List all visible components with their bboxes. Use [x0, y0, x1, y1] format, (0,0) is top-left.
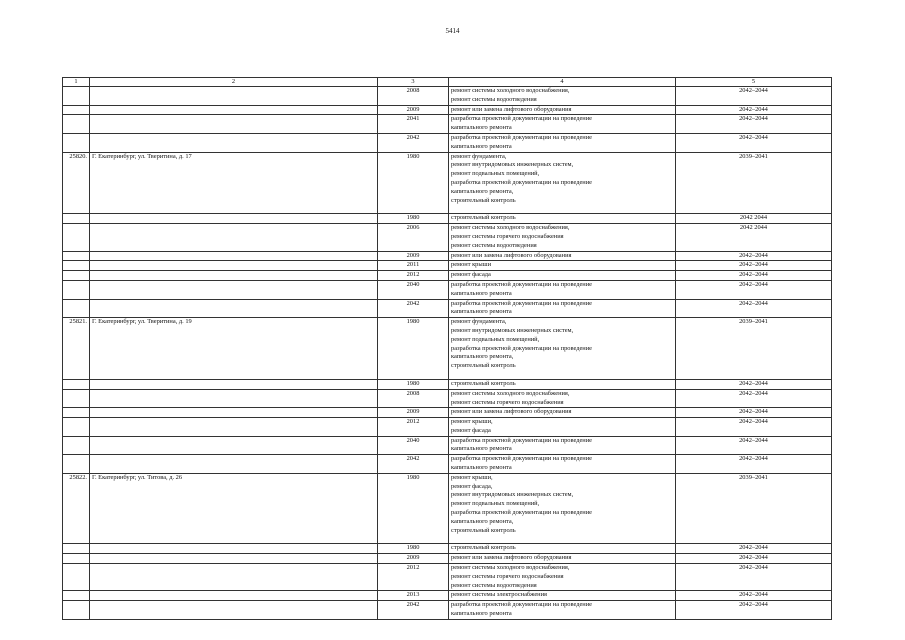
planned-period-cell: 2042 2044: [676, 224, 832, 251]
work-types-cell: ремонт крыши, ремонт фасада, ремонт внутридомовых инженерных систем, ремонт подвальных помещений, разработка проектной документации на проведение капитального ремонта, строительный контроль: [449, 473, 676, 544]
commissioning-year-cell: 2042: [378, 299, 449, 318]
building-number-cell: [63, 418, 90, 437]
work-types-cell: разработка проектной документации на проведение капитального ремонта: [449, 436, 676, 455]
planned-period-cell: 2039–2041: [676, 318, 832, 380]
building-address-cell: [90, 455, 378, 474]
commissioning-year-cell: 1980: [378, 473, 449, 544]
planned-period-cell: 2039–2041: [676, 152, 832, 214]
work-types-cell: ремонт системы холодного водоснабжения, ремонт системы горячего водоснабжения ремонт системы водоотведения: [449, 564, 676, 591]
work-types-cell: ремонт или замена лифтового оборудования: [449, 554, 676, 564]
planned-period-cell: 2042–2044: [676, 133, 832, 152]
table-row: [63, 152, 832, 214]
planned-period-cell: 2042–2044: [676, 544, 832, 554]
table-row: [63, 133, 832, 152]
planned-period-cell: 2042–2044: [676, 105, 832, 115]
building-number-cell: [63, 455, 90, 474]
commissioning-year-cell: 2008: [378, 389, 449, 408]
planned-period-cell: 2042–2044: [676, 564, 832, 591]
commissioning-year-cell: 2009: [378, 251, 449, 261]
planned-period-cell: 2042–2044: [676, 418, 832, 437]
column-header-5: 5: [676, 78, 832, 87]
table-row: [63, 408, 832, 418]
table-row: [63, 87, 832, 106]
table-row: [63, 436, 832, 455]
building-number-cell: [63, 214, 90, 224]
building-number-cell: [63, 87, 90, 106]
building-address-cell: Г. Екатеринбург, ул. Тверитина, д. 17: [90, 152, 378, 214]
commissioning-year-cell: 2041: [378, 115, 449, 134]
building-number-cell: [63, 271, 90, 281]
work-types-cell: разработка проектной документации на проведение капитального ремонта: [449, 133, 676, 152]
commissioning-year-cell: 2009: [378, 554, 449, 564]
table-row: [63, 379, 832, 389]
work-types-cell: строительный контроль: [449, 544, 676, 554]
work-types-cell: ремонт фундамента, ремонт внутридомовых инженерных систем, ремонт подвальных помещений, разработка проектной документации на проведение капитального ремонта, строительный контроль: [449, 152, 676, 214]
commissioning-year-cell: 1980: [378, 214, 449, 224]
planned-period-cell: 2042–2044: [676, 408, 832, 418]
planned-period-cell: 2042–2044: [676, 591, 832, 601]
building-address-cell: [90, 418, 378, 437]
building-number-cell: [63, 408, 90, 418]
table-row: [63, 564, 832, 591]
building-number-cell: [63, 280, 90, 299]
table-row: [63, 601, 832, 620]
capital-repair-table: [62, 77, 832, 620]
building-number-cell: [63, 591, 90, 601]
building-address-cell: [90, 408, 378, 418]
column-header-4: 4: [449, 78, 676, 87]
building-address-cell: [90, 436, 378, 455]
building-address-cell: [90, 280, 378, 299]
table-row: [63, 280, 832, 299]
planned-period-cell: 2042–2044: [676, 389, 832, 408]
planned-period-cell: 2039–2041: [676, 473, 832, 544]
building-number-cell: [63, 601, 90, 620]
building-number-cell: [63, 554, 90, 564]
commissioning-year-cell: 2011: [378, 261, 449, 271]
work-types-cell: ремонт или замена лифтового оборудования: [449, 105, 676, 115]
building-address-cell: [90, 115, 378, 134]
column-header-3: 3: [378, 78, 449, 87]
building-number-cell: 25822.: [63, 473, 90, 544]
column-header-2: 2: [90, 78, 378, 87]
work-types-cell: ремонт фасада: [449, 271, 676, 281]
commissioning-year-cell: 2042: [378, 455, 449, 474]
planned-period-cell: 2042–2044: [676, 251, 832, 261]
work-types-cell: строительный контроль: [449, 379, 676, 389]
planned-period-cell: 2042–2044: [676, 271, 832, 281]
building-address-cell: [90, 591, 378, 601]
work-types-cell: разработка проектной документации на проведение капитального ремонта: [449, 455, 676, 474]
building-address-cell: [90, 105, 378, 115]
table-row: [63, 214, 832, 224]
building-number-cell: [63, 115, 90, 134]
commissioning-year-cell: 2006: [378, 224, 449, 251]
planned-period-cell: 2042–2044: [676, 280, 832, 299]
commissioning-year-cell: 1980: [378, 544, 449, 554]
building-address-cell: [90, 224, 378, 251]
commissioning-year-cell: 1980: [378, 318, 449, 380]
building-number-cell: [63, 544, 90, 554]
page-number: 5414: [445, 27, 460, 35]
work-types-cell: ремонт системы холодного водоснабжения, ремонт системы горячего водоснабжения: [449, 389, 676, 408]
work-types-cell: ремонт системы электроснабжения: [449, 591, 676, 601]
commissioning-year-cell: 2042: [378, 133, 449, 152]
work-types-cell: разработка проектной документации на проведение капитального ремонта: [449, 280, 676, 299]
building-number-cell: [63, 564, 90, 591]
building-address-cell: [90, 214, 378, 224]
building-number-cell: [63, 251, 90, 261]
planned-period-cell: 2042–2044: [676, 436, 832, 455]
commissioning-year-cell: 2042: [378, 601, 449, 620]
table-row: [63, 261, 832, 271]
table-row: [63, 224, 832, 251]
building-address-cell: [90, 544, 378, 554]
building-address-cell: [90, 261, 378, 271]
building-address-cell: [90, 554, 378, 564]
table-row: [63, 299, 832, 318]
building-address-cell: [90, 271, 378, 281]
building-address-cell: [90, 251, 378, 261]
building-number-cell: 25820.: [63, 152, 90, 214]
column-header-1: 1: [63, 78, 90, 87]
commissioning-year-cell: 2040: [378, 280, 449, 299]
building-address-cell: [90, 299, 378, 318]
table-row: [63, 544, 832, 554]
table-row: [63, 455, 832, 474]
planned-period-cell: 2042–2044: [676, 601, 832, 620]
work-types-cell: ремонт системы холодного водоснабжения, ремонт системы водоотведения: [449, 87, 676, 106]
building-number-cell: [63, 389, 90, 408]
work-types-cell: ремонт фундамента, ремонт внутридомовых инженерных систем, ремонт подвальных помещений, разработка проектной документации на проведение капитального ремонта, строительный контроль: [449, 318, 676, 380]
table-row: [63, 271, 832, 281]
planned-period-cell: 2042–2044: [676, 261, 832, 271]
commissioning-year-cell: 1980: [378, 152, 449, 214]
planned-period-cell: 2042–2044: [676, 455, 832, 474]
commissioning-year-cell: 2012: [378, 418, 449, 437]
building-address-cell: [90, 564, 378, 591]
header-row: [63, 78, 832, 87]
table-row: [63, 554, 832, 564]
planned-period-cell: 2042–2044: [676, 379, 832, 389]
work-types-cell: ремонт крыши, ремонт фасада: [449, 418, 676, 437]
building-number-cell: [63, 379, 90, 389]
table-row: [63, 105, 832, 115]
building-number-cell: [63, 224, 90, 251]
planned-period-cell: 2042 2044: [676, 214, 832, 224]
planned-period-cell: 2042–2044: [676, 554, 832, 564]
work-types-cell: разработка проектной документации на проведение капитального ремонта: [449, 601, 676, 620]
building-number-cell: [63, 133, 90, 152]
work-types-cell: разработка проектной документации на проведение капитального ремонта: [449, 115, 676, 134]
work-types-cell: ремонт крыши: [449, 261, 676, 271]
building-address-cell: [90, 601, 378, 620]
building-address-cell: [90, 389, 378, 408]
building-number-cell: [63, 299, 90, 318]
table-row: [63, 251, 832, 261]
table-row: [63, 473, 832, 544]
table-row: [63, 591, 832, 601]
work-types-cell: ремонт или замена лифтового оборудования: [449, 251, 676, 261]
building-number-cell: [63, 436, 90, 455]
work-types-cell: разработка проектной документации на проведение капитального ремонта: [449, 299, 676, 318]
work-types-cell: ремонт или замена лифтового оборудования: [449, 408, 676, 418]
planned-period-cell: 2042–2044: [676, 87, 832, 106]
work-types-cell: строительный контроль: [449, 214, 676, 224]
commissioning-year-cell: 2012: [378, 271, 449, 281]
table-row: [63, 389, 832, 408]
commissioning-year-cell: 1980: [378, 379, 449, 389]
building-address-cell: [90, 133, 378, 152]
table-row: [63, 418, 832, 437]
commissioning-year-cell: 2009: [378, 408, 449, 418]
building-address-cell: Г. Екатеринбург, ул. Титова, д. 26: [90, 473, 378, 544]
building-number-cell: [63, 105, 90, 115]
building-address-cell: [90, 87, 378, 106]
planned-period-cell: 2042–2044: [676, 299, 832, 318]
commissioning-year-cell: 2013: [378, 591, 449, 601]
commissioning-year-cell: 2040: [378, 436, 449, 455]
table-row: [63, 318, 832, 380]
commissioning-year-cell: 2008: [378, 87, 449, 106]
work-types-cell: ремонт системы холодного водоснабжения, ремонт системы горячего водоснабжения ремонт системы водоотведения: [449, 224, 676, 251]
building-number-cell: [63, 261, 90, 271]
building-address-cell: [90, 379, 378, 389]
commissioning-year-cell: 2012: [378, 564, 449, 591]
planned-period-cell: 2042–2044: [676, 115, 832, 134]
building-number-cell: 25821.: [63, 318, 90, 380]
commissioning-year-cell: 2009: [378, 105, 449, 115]
building-address-cell: Г. Екатеринбург, ул. Тверитина, д. 19: [90, 318, 378, 380]
table-body: [63, 87, 832, 620]
table-row: [63, 115, 832, 134]
